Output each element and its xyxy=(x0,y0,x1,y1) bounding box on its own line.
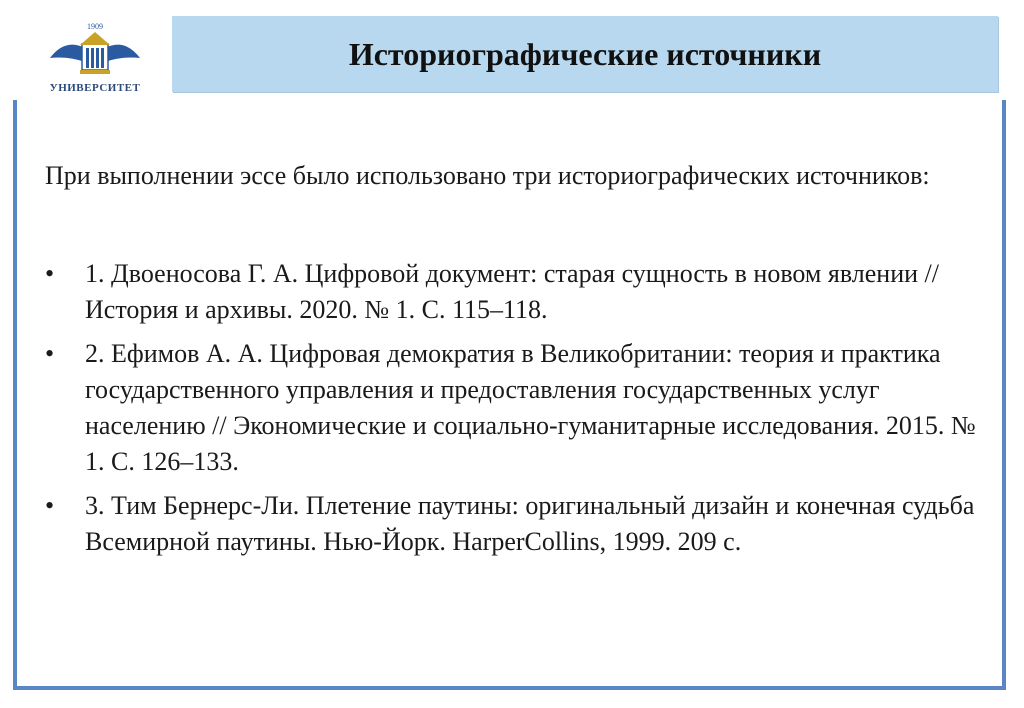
reference-text: 3. Тим Бернерс-Ли. Плетение паутины: оригинальный дизайн и конечная судьба Всемирной паутины. Нью-Йорк. HarperCollins, 1999. 209 с. xyxy=(85,491,975,556)
university-emblem-icon xyxy=(40,18,150,82)
bullet-icon: • xyxy=(45,339,55,368)
reference-text: 1. Двоеносова Г. А. Цифровой документ: старая сущность в новом явлении // История и архивы. 2020. № 1. С. 115–118. xyxy=(85,259,939,324)
university-logo xyxy=(40,18,150,98)
list-item xyxy=(45,336,985,480)
slide-content xyxy=(45,158,985,568)
logo-caption: УНИВЕРСИТЕТ xyxy=(49,82,141,94)
bullet-icon: • xyxy=(45,491,55,520)
intro-text: При выполнении эссе было использовано три историографических источников: xyxy=(45,161,930,190)
logo-year: 1909 xyxy=(87,22,103,31)
title-bar xyxy=(172,16,998,92)
page-title: Историографические источники xyxy=(348,35,822,72)
list-item xyxy=(45,256,985,328)
list-item xyxy=(45,488,985,560)
reference-list xyxy=(45,256,985,560)
bullet-icon: • xyxy=(45,259,55,288)
reference-text: 2. Ефимов А. А. Цифровая демократия в Великобритании: теория и практика государственного управления и предоставления государственных услуг населению // Экономические и социально-гуманитарные исследования. 2015. № 1. С. 126–133. xyxy=(85,339,976,476)
